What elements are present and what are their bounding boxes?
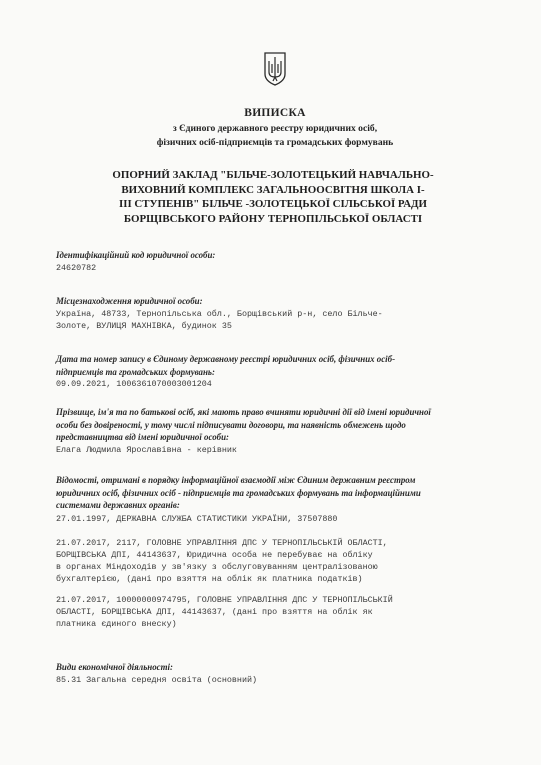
info-entry: [56, 594, 506, 630]
section-label: Види економічної діяльності:: [56, 662, 173, 672]
coat-of-arms-icon: [264, 52, 286, 86]
info-entry: [56, 513, 506, 525]
org-name-line: ВИХОВНИЙ КОМПЛЕКС ЗАГАЛЬНООСВІТНЯ ШКОЛА І-: [121, 183, 425, 196]
section-label: Місцезнаходження юридичної особи:: [56, 296, 203, 306]
section-id-code: [56, 249, 506, 274]
section-value: Україна, 48733, Тернопільська обл., Борщівський р-н, село Більче-: [56, 308, 383, 319]
subtitle-line: з Єдиного державного реєстру юридичних осіб,: [172, 123, 378, 134]
entry-line: БОРЩІВСЬКА ДПІ, 44143637, Юридична особа не перебуває на обліку: [56, 549, 373, 560]
document-subtitle: [40, 122, 510, 150]
entry-line: ОБЛАСТІ, БОРЩІВСЬКА ДПІ, 44143637, (дані про взяття на облік як: [56, 606, 373, 617]
section-label: Прізвище, ім'я та по батькові осіб, які мають право вчиняти юридичні дії від імені юридичної: [56, 407, 431, 417]
section-value: Елага Людмила Ярославівна - керівник: [56, 444, 237, 455]
section-value: 85.31 Загальна середня освіта (основний): [56, 674, 258, 685]
section-registration: [56, 353, 506, 390]
org-name-line: ІІІ СТУПЕНІВ" БІЛЬЧЕ -ЗОЛОТЕЦЬКОЇ СІЛЬСЬКОЇ РАДИ: [118, 198, 428, 210]
section-label: системами державних органів:: [56, 500, 180, 511]
org-name-line: ОПОРНИЙ ЗАКЛАД "БІЛЬЧЕ-ЗОЛОТЕЦЬКИЙ НАВЧАЛЬНО-: [112, 169, 434, 181]
section-label: Ідентифікаційний код юридичної особи:: [56, 250, 216, 260]
entry-line: бухгалтерією, (дані про взяття на облік як платника податків): [56, 573, 363, 584]
entry-line: платника єдиного внеску): [56, 618, 177, 629]
section-label: підприємців та громадських формувань:: [56, 366, 215, 377]
section-label: Відомості, отримані в порядку інформаційної взаємодії між Єдиним державним реєстром: [56, 475, 416, 485]
org-name-line: БОРЩІВСЬКОГО РАЙОНУ ТЕРНОПІЛЬСЬКОЇ ОБЛАСТІ: [123, 212, 423, 225]
section-value: Золоте, ВУЛИЦЯ МАХНІВКА, будинок 35: [56, 320, 232, 331]
info-entry: [56, 537, 506, 585]
entry-line: 27.01.1997, ДЕРЖАВНА СЛУЖБА СТАТИСТИКИ УКРАЇНИ, 37507880: [56, 513, 338, 524]
document-title: ВИПИСКА: [244, 107, 306, 119]
organization-name: [62, 168, 484, 226]
section-location: [56, 295, 506, 332]
entry-line: 21.07.2017, 10000000974795, ГОЛОВНЕ УПРАВЛІННЯ ДПС У ТЕРНОПІЛЬСЬКІЙ: [56, 594, 393, 605]
section-value: 24620782: [56, 262, 97, 273]
section-activities: [56, 661, 506, 686]
section-label: представництва від імені юридичної особи:: [56, 432, 229, 443]
section-label: особи без довіреності, у тому числі підписувати договори, та наявність обмежень щодо: [56, 419, 406, 430]
section-label: Дата та номер запису в Єдиному державному реєстрі юридичних осіб, фізичних осіб-: [56, 354, 396, 364]
section-representatives: [56, 406, 506, 456]
section-info-exchange: [56, 474, 506, 630]
entry-line: 21.07.2017, 2117, ГОЛОВНЕ УПРАВЛІННЯ ДПС У ТЕРНОПІЛЬСЬКІЙ ОБЛАСТІ,: [56, 537, 388, 548]
subtitle-line: фізичних осіб-підприємців та громадських формувань: [156, 137, 394, 148]
section-label: юридичних осіб, фізичних осіб - підприємців та громадських формувань та інформаційними: [56, 487, 421, 498]
entry-line: в органах Міндоходів у зв'язку з обслуговуванням централізованою: [56, 561, 378, 572]
section-value: 09.09.2021, 1006361070003001204: [56, 379, 212, 390]
